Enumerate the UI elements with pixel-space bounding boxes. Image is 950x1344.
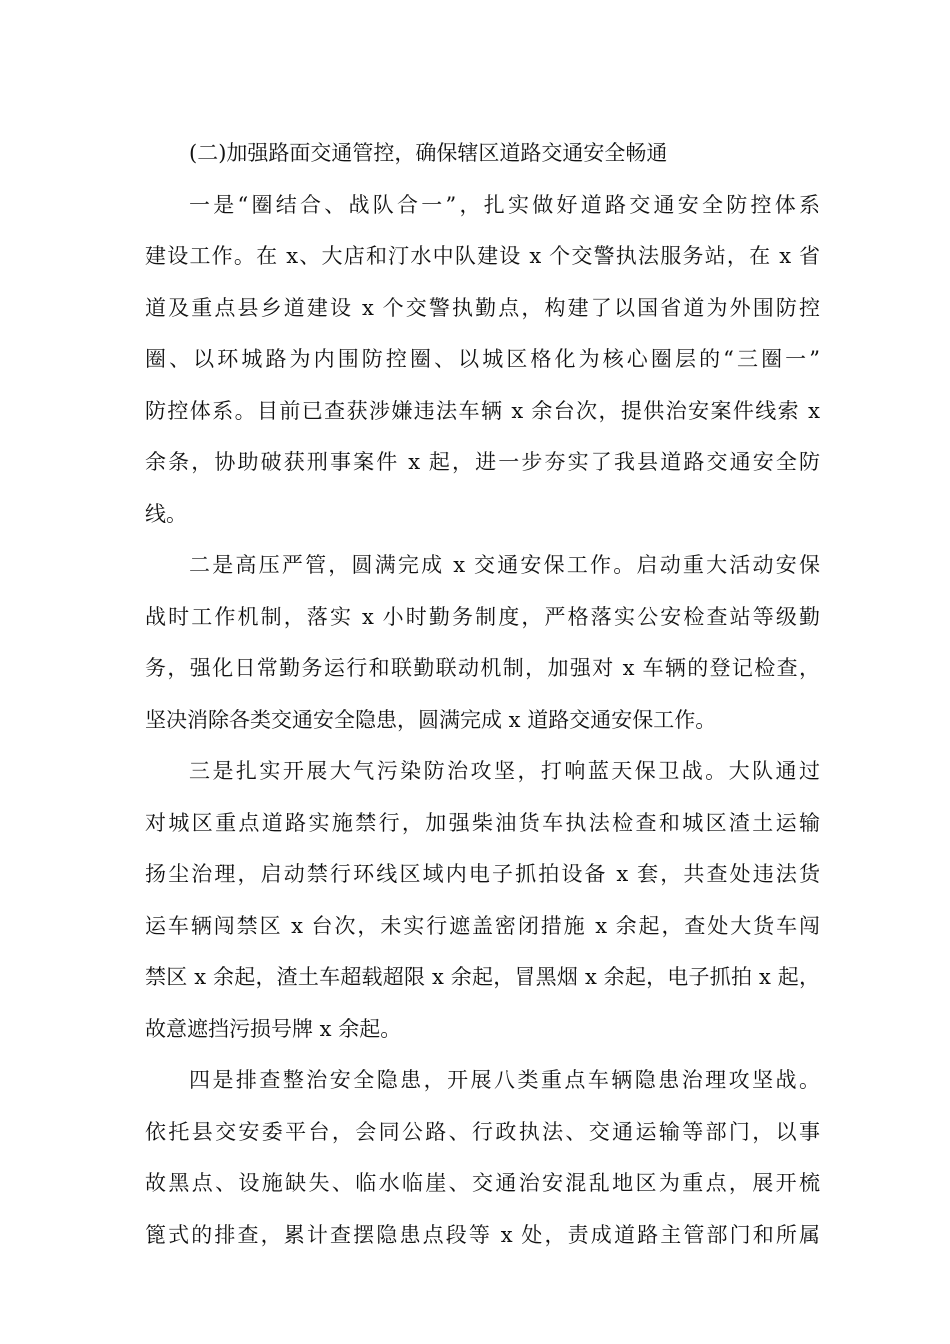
paragraph-line: 建设工作。在 x、大店和汀水中队建设 x 个交警执法服务站，在 x 省: [145, 244, 820, 268]
paragraph-line: 坚决消除各类交通安全隐患，圆满完成 x 道路交通安保工作。: [145, 707, 717, 732]
paragraph-line: 圈、以环城路为内围防控圈、以城区格化为核心圈层的“三圈一”: [145, 347, 820, 371]
paragraph-line: 道及重点县乡道建设 x 个交警执勤点，构建了以国省道为外围防控: [145, 295, 820, 320]
paragraph-line: 余条，协助破获刑事案件 x 起，进一步夯实了我县道路交通安全防: [145, 450, 820, 474]
paragraph-line: 扬尘治理，启动禁行环线区域内电子抓拍设备 x 套，共查处违法货: [145, 862, 820, 886]
paragraph-line: 篦式的排查，累计查摆隐患点段等 x 处，责成道路主管部门和所属: [145, 1222, 820, 1247]
paragraph-3: [145, 746, 820, 1055]
paragraph-line: 对城区重点道路实施禁行，加强柴油货车执法检查和城区渣土运输: [145, 810, 820, 835]
paragraph-line: 四是排查整治安全隐患，开展八类重点车辆隐患治理攻坚战。: [189, 1068, 820, 1092]
paragraph-line: 禁区 x 余起，渣土车超载超限 x 余起，冒黑烟 x 余起，电子抓拍 x 起，: [145, 965, 820, 989]
paragraph-line: 一是“圈结合、战队合一”，扎实做好道路交通安全防控体系: [189, 192, 820, 217]
paragraph-line: 三是扎实开展大气污染防治攻坚，打响蓝天保卫战。大队通过: [189, 759, 820, 783]
paragraph-line: 防控体系。目前已查获涉嫌违法车辆 x 余台次，提供治安案件线索 x: [145, 398, 820, 423]
paragraph-line: 战时工作机制，落实 x 小时勤务制度，严格落实公安检查站等级勤: [145, 604, 820, 629]
paragraph-line: 二是高压严管，圆满完成 x 交通安保工作。启动重大活动安保: [189, 553, 820, 577]
paragraph-2: [145, 540, 820, 746]
paragraph-line: 依托县交安委平台，会同公路、行政执法、交通运输等部门，以事: [145, 1119, 820, 1144]
paragraph-4: [145, 1055, 820, 1261]
paragraph-line: 线。: [145, 501, 187, 526]
paragraph-line: 故黑点、设施缺失、临水临崖、交通治安混乱地区为重点，展开梳: [145, 1171, 820, 1195]
document-body: [145, 128, 820, 1261]
section-heading: (二)加强路面交通管控，确保辖区道路交通安全畅通: [189, 141, 668, 165]
paragraph-1: [145, 180, 820, 541]
paragraph-line: 运车辆闯禁区 x 台次，未实行遮盖密闭措施 x 余起，查处大货车闯: [145, 913, 820, 938]
paragraph-line: 务，强化日常勤务运行和联勤联动机制，加强对 x 车辆的登记检查，: [145, 656, 820, 680]
paragraph-line: 故意遮挡污损号牌 x 余起。: [145, 1016, 402, 1041]
